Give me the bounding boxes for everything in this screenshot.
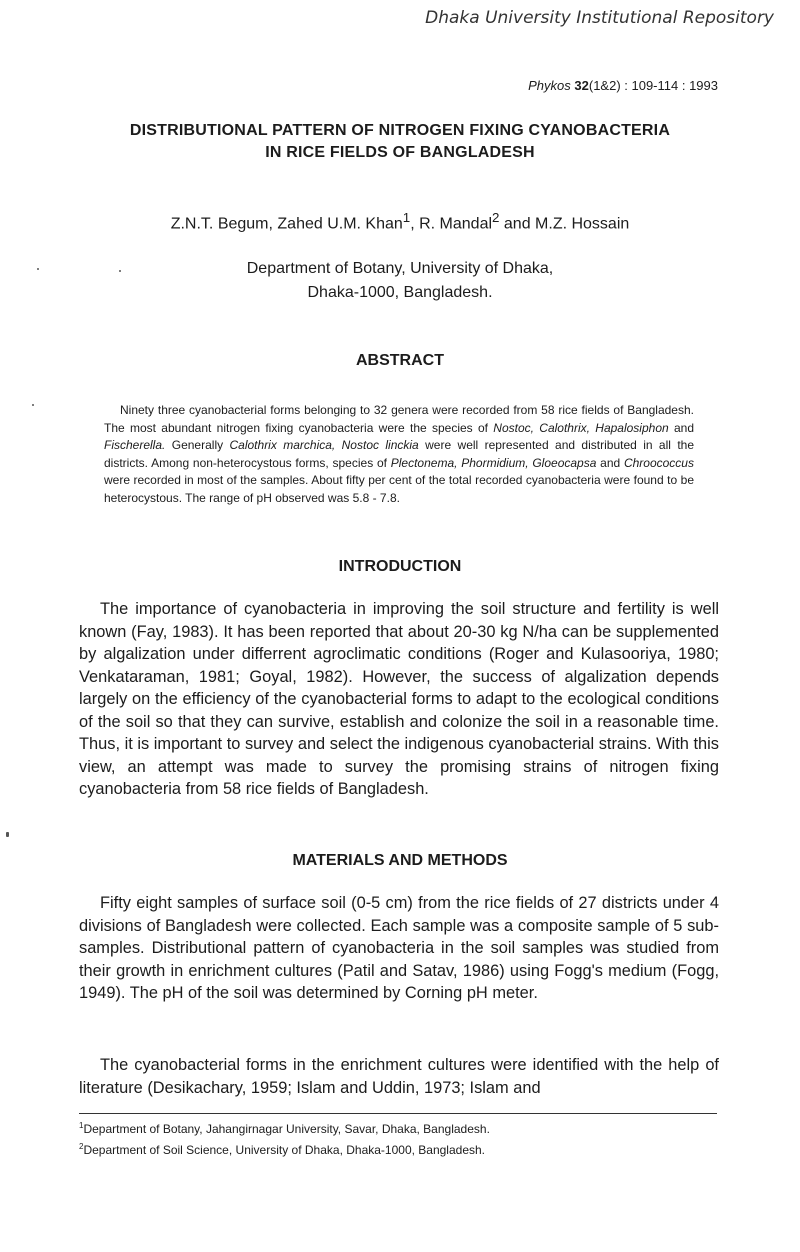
introduction-paragraph: The importance of cyanobacteria in improving the soil structure and fertility is well known (Fay, 1983). It has been reported that about 20-30 kg N/ha can be supplemented by algalization under differrent agroclimatic conditions (Roger and Kulasooriya, 1980; Venkataraman, 1981; Goyal, 1982). However, the success of algalization depends largely on the efficiency of the cyanobacterial forms to adapt to the ecological conditions of the soil so that they can survive, establish and colonize the soil in a reasonable time. Thus, it is important to survey and select the indigenous cyanobacterial strains. With this view, an attempt was made to survey the promising strains of nitrogen fixing cyanobacteria from 58 rice fields of Bangladesh. — [79, 600, 719, 798]
abstract-heading: ABSTRACT — [356, 352, 444, 369]
methods-paragraph-1: Fifty eight samples of surface soil (0-5 cm) from the rice fields of 27 districts under 4 divisions of Bangladesh were collected. Each sample was a composite sample of 5 sub-samples. Distributional pattern of cyanobacteria in the soil samples was studied from their growth in enrichment cultures (Patil and Satav, 1986) using Fogg's medium (Fogg, 1949). The pH of the soil was determined by Corning pH meter. — [79, 894, 719, 1002]
author-3: and M.Z. Hossain — [499, 215, 630, 233]
footnote-2-mark: 2 — [79, 1142, 84, 1151]
scan-speck — [6, 832, 9, 837]
abstract-text-part: and — [596, 455, 624, 470]
abstract-genus-names: Fischerella. — [104, 438, 166, 453]
abstract-species-names: Calothrix marchica, Nostoc linckia — [229, 438, 419, 453]
author-list — [60, 210, 740, 233]
footnote-1 — [79, 1117, 719, 1138]
abstract-text — [104, 402, 694, 508]
methods-heading: MATERIALS AND METHODS — [292, 852, 508, 869]
footnote-2 — [79, 1138, 719, 1159]
footnote-1-mark: 1 — [79, 1121, 84, 1130]
methods-paragraph-2: The cyanobacterial forms in the enrichment cultures were identified with the help of literature (Desikachary, 1959; Islam and Uddin, 1973; Islam and — [79, 1056, 719, 1097]
scan-speck — [32, 404, 34, 406]
journal-issue: (1&2) — [588, 78, 621, 93]
footnote-rule — [79, 1113, 717, 1114]
scan-speck — [119, 270, 121, 272]
introduction-heading: INTRODUCTION — [338, 558, 462, 575]
scan-speck — [37, 268, 39, 270]
title-line-2: IN RICE FIELDS OF BANGLADESH — [265, 144, 535, 161]
abstract-text-part: and — [668, 420, 695, 435]
title-line-1: DISTRIBUTIONAL PATTERN OF NITROGEN FIXING CYANOBACTERIA — [129, 122, 671, 139]
journal-name: Phykos — [528, 78, 571, 93]
footnote-2-text: Department of Soil Science, University of Dhaka, Dhaka-1000, Bangladesh. — [83, 1143, 486, 1157]
abstract-text-part: Generally — [165, 438, 230, 453]
footnote-1-text: Department of Botany, Jahangirnagar University, Savar, Dhaka, Bangladesh. — [83, 1122, 490, 1136]
abstract-genus-names: Chroococcus — [623, 455, 694, 470]
abstract-text-part: Ninety three cyanobacterial forms belonging to 32 genera were recorded from 58 rice fields of Bangladesh. The most abundant nitrogen fixing cyanobacteria were the species of — [104, 403, 694, 435]
author-1: Z.N.T. Begum, Zahed U.M. Khan — [170, 215, 403, 233]
repository-header: Dhaka University Institutional Repository — [425, 8, 774, 28]
journal-volume: 32 — [574, 78, 589, 93]
abstract-text-part: were recorded in most of the samples. About fifty per cent of the total recorded cyanobacteria were found to be heterocystous. The range of pH observed was 5.8 - 7.8. — [104, 473, 694, 505]
affiliation-line-1: Department of Botany, University of Dhaka, — [246, 260, 554, 277]
affiliation-line-2: Dhaka-1000, Bangladesh. — [307, 284, 493, 301]
affiliation — [60, 257, 740, 305]
author-2: , R. Mandal — [410, 215, 493, 233]
journal-citation — [528, 78, 718, 93]
abstract-genus-names: Plectonema, Phormidium, Gloeocapsa — [390, 455, 597, 470]
author-1-footnote-mark: 1 — [402, 210, 411, 225]
journal-pages-year: : 109-114 : 1993 — [620, 78, 718, 93]
footnotes — [79, 1117, 719, 1159]
paper-title — [60, 120, 740, 164]
abstract-genus-names: Nostoc, Calothrix, Hapalosiphon — [493, 420, 669, 435]
author-2-footnote-mark: 2 — [492, 210, 500, 225]
abstract-text-part: were well represented and distributed in all the districts. Among non-heterocystous forms, species of — [104, 438, 694, 470]
